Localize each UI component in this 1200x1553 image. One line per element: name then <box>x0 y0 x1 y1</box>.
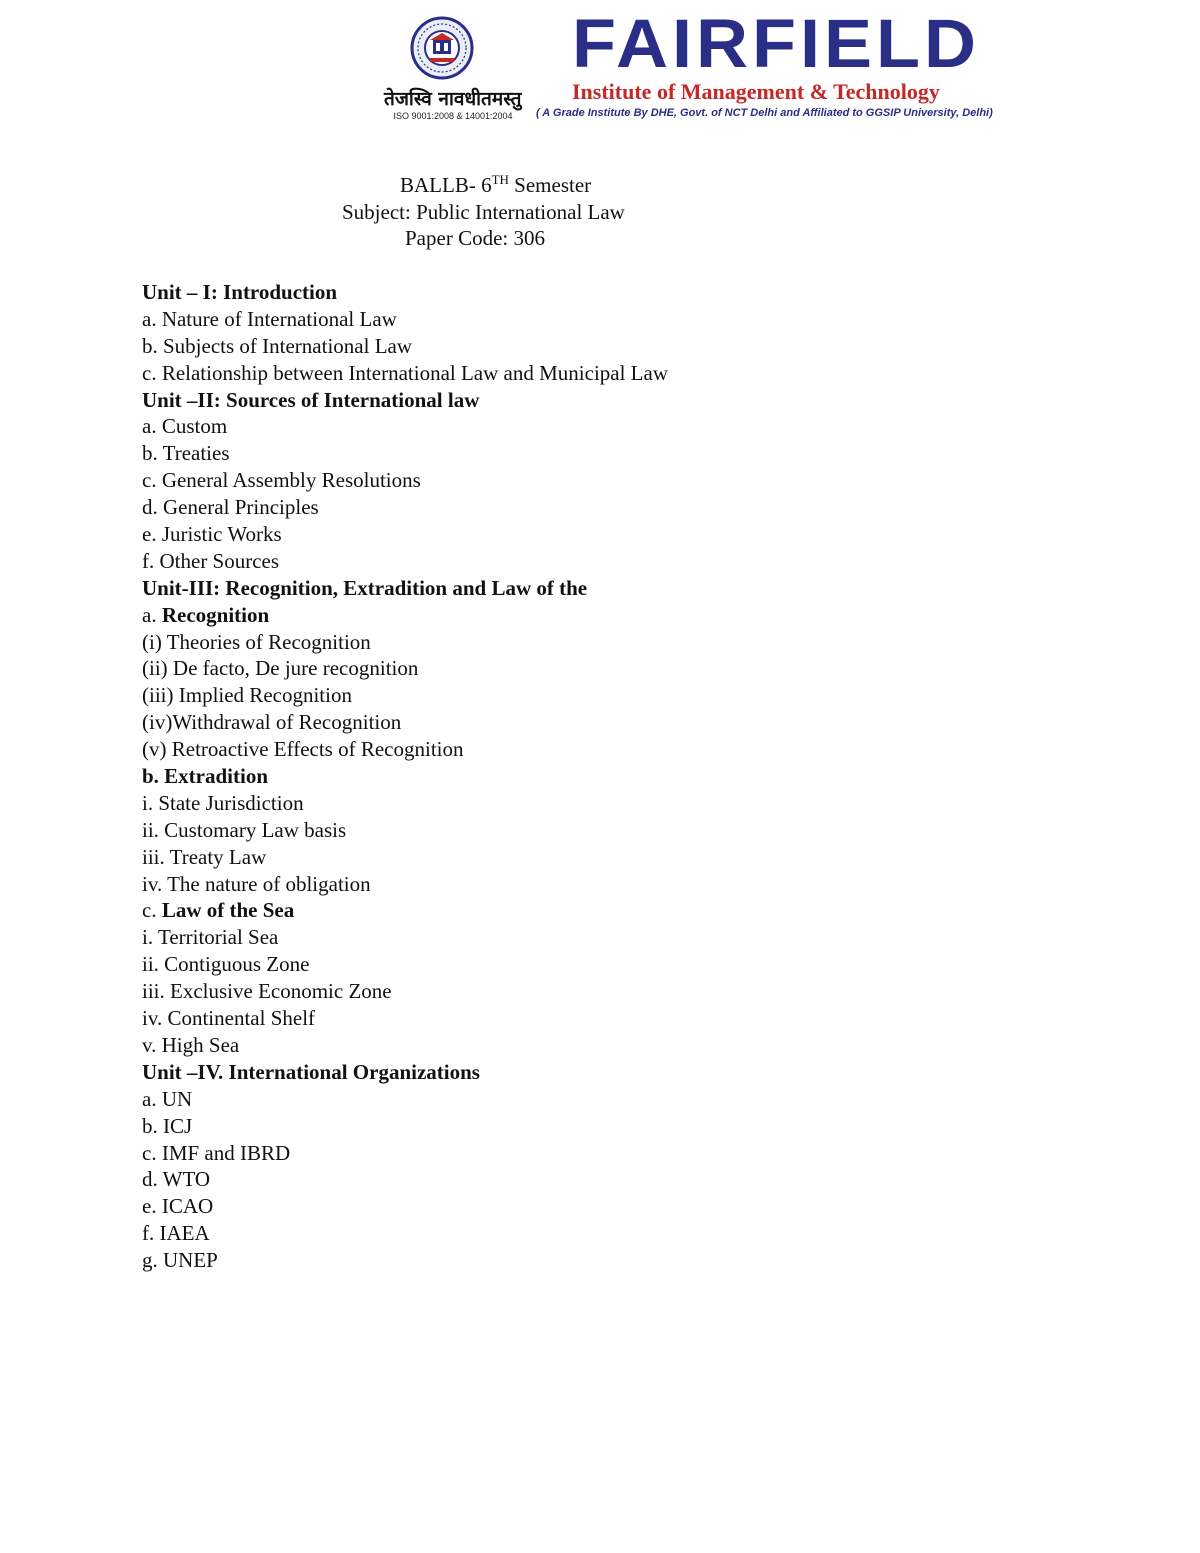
syllabus-item <box>142 790 1042 817</box>
institute-seal-icon <box>410 16 474 80</box>
syllabus-item <box>142 494 1042 521</box>
syllabus-item <box>142 709 1042 736</box>
item-text: c. General Assembly Resolutions <box>142 468 421 493</box>
item-text: a. Custom <box>142 414 228 439</box>
item-text: d. General Principles <box>142 495 319 520</box>
syllabus-item <box>142 871 1042 898</box>
seal-motto: तेजस्वि नावधीतमस्तु <box>384 88 522 110</box>
paper-code: Paper Code: 306 <box>405 226 545 250</box>
syllabus-item <box>142 306 1042 333</box>
item-text: c. IMF and IBRD <box>142 1140 291 1165</box>
program-prefix: BALLB- 6 <box>400 173 492 197</box>
unit-heading <box>142 387 1042 414</box>
item-text: (i) Theories of Recognition <box>142 629 371 654</box>
item-text: g. UNEP <box>142 1248 218 1273</box>
brand-subtitle: Institute of Management & Technology <box>572 79 940 104</box>
brand-name: FAIRFIELD <box>572 6 980 83</box>
item-text: (iv)Withdrawal of Recognition <box>142 710 402 735</box>
item-text: a. Nature of International Law <box>142 306 397 331</box>
syllabus-list <box>142 279 1042 1274</box>
syllabus-item <box>142 440 1042 467</box>
syllabus-item <box>142 1166 1042 1193</box>
syllabus-item <box>142 413 1042 440</box>
item-text: iv. The nature of obligation <box>142 871 371 896</box>
letterhead <box>380 8 1060 123</box>
item-text: Recognition <box>161 602 270 627</box>
item-text: iv. Continental Shelf <box>142 1006 316 1031</box>
item-text: iii. Treaty Law <box>142 844 267 869</box>
syllabus-item <box>142 1113 1042 1140</box>
item-text: ICJ <box>163 1113 193 1138</box>
item-text: v. High Sea <box>142 1032 240 1057</box>
item-prefix: a. <box>142 602 162 627</box>
unit-heading <box>142 1059 1042 1086</box>
syllabus-item <box>142 360 1042 387</box>
syllabus-item <box>142 844 1042 871</box>
item-text: b. Treaties <box>142 441 230 466</box>
item-text: i. State Jurisdiction <box>142 790 304 815</box>
syllabus-item <box>142 1005 1042 1032</box>
item-text: iii. Exclusive Economic Zone <box>142 979 392 1004</box>
item-text: Unit –IV. International Organizations <box>142 1059 480 1084</box>
item-text: e. ICAO <box>142 1194 214 1219</box>
program-semester <box>400 172 591 198</box>
unit-heading <box>142 575 1042 602</box>
syllabus-item <box>142 924 1042 951</box>
syllabus-item <box>142 736 1042 763</box>
item-text: ii. Customary Law basis <box>142 817 347 842</box>
brand-tagline: ( A Grade Institute By DHE, Govt. of NCT Delhi and Affiliated to GGSIP University, Delhi) <box>536 107 993 119</box>
syllabus-item <box>142 467 1042 494</box>
item-text: f. Other Sources <box>142 548 280 573</box>
item-text: f. IAEA <box>142 1221 210 1246</box>
program-rest: Semester <box>508 173 592 197</box>
item-text: i. Territorial Sea <box>142 925 279 950</box>
syllabus-item <box>142 602 1042 629</box>
item-text: b. Extradition <box>142 764 269 789</box>
item-prefix: b. <box>142 1113 163 1138</box>
item-text: Unit – I: Introduction <box>142 280 338 304</box>
item-prefix: c. <box>142 898 162 923</box>
syllabus-item <box>142 1032 1042 1059</box>
item-text: b. Subjects of International Law <box>142 333 413 358</box>
syllabus-item <box>142 897 1042 924</box>
item-text: (iii) Implied Recognition <box>142 683 352 708</box>
syllabus-item <box>142 817 1042 844</box>
syllabus-item <box>142 521 1042 548</box>
syllabus-item <box>142 548 1042 575</box>
item-text: Law of the Sea <box>161 898 295 923</box>
program-superscript: TH <box>491 172 509 187</box>
syllabus-item <box>142 978 1042 1005</box>
item-text: a. UN <box>142 1086 193 1111</box>
unit-heading <box>142 763 1042 790</box>
item-text: e. Juristic Works <box>142 522 282 547</box>
syllabus-item <box>142 1086 1042 1113</box>
item-text: (v) Retroactive Effects of Recognition <box>142 737 464 762</box>
item-text: Unit-III: Recognition, Extradition and Law of the <box>142 575 588 600</box>
syllabus-item <box>142 333 1042 360</box>
subject-title: Subject: Public International Law <box>342 200 625 224</box>
syllabus-item <box>142 1247 1042 1274</box>
unit-heading <box>142 279 1042 306</box>
syllabus-item <box>142 951 1042 978</box>
syllabus-item <box>142 1140 1042 1167</box>
iso-certification: ISO 9001:2008 & 14001:2004 <box>393 111 513 121</box>
syllabus-item <box>142 629 1042 656</box>
item-text: ii. Contiguous Zone <box>142 952 310 977</box>
item-text: (ii) De facto, De jure recognition <box>142 656 419 681</box>
syllabus-item <box>142 1193 1042 1220</box>
item-text: Unit –II: Sources of International law <box>142 387 480 412</box>
syllabus-item <box>142 655 1042 682</box>
item-text: c. Relationship between International Law and Municipal Law <box>142 360 668 385</box>
item-text: d. WTO <box>142 1167 211 1192</box>
syllabus-item <box>142 1220 1042 1247</box>
syllabus-item <box>142 682 1042 709</box>
